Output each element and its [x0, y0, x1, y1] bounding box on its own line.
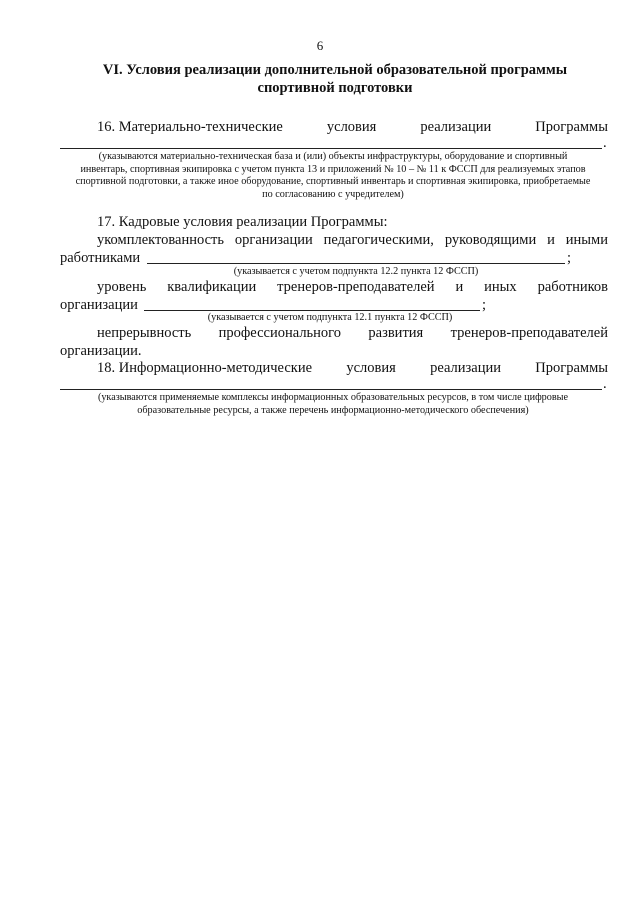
item16-word: условия — [326, 119, 377, 135]
item17-qualification-note: (указывается с учетом подпункта 12.1 пункта 12 ФССП) — [207, 312, 453, 323]
item17-qualification-word: и — [455, 279, 464, 295]
item16-word: 16. Материально-технические — [97, 119, 283, 135]
item17-qualification-word: тренеров-преподавателей — [277, 279, 435, 295]
item18-word: условия — [346, 360, 396, 376]
item18-note-line: (указываются применяемые комплексы информационных образовательных ресурсов, в том числе цифровые — [97, 392, 569, 403]
page-number: 6 — [316, 38, 324, 53]
item17-staffing-word: педагогическими, — [323, 232, 434, 248]
item17-continuous-word: тренеров-преподавателей — [450, 325, 608, 341]
item17-staffing-word: организации — [234, 232, 313, 248]
item16-line-end: . — [603, 135, 607, 151]
item17-qualification-cont: организации — [60, 297, 138, 313]
section-title-line-2: спортивной подготовки — [257, 80, 413, 96]
item16-word: Программы — [535, 119, 608, 135]
item17-qualification-fill-line — [144, 310, 480, 311]
item16-word: реализации — [420, 119, 492, 135]
item16-note-line: по согласованию с учредителем) — [262, 188, 404, 200]
item18-fill-line — [60, 389, 602, 390]
item17-staffing-word: иными — [565, 232, 608, 248]
item16-line — [97, 118, 608, 136]
item17-continuous-word: профессионального — [218, 325, 342, 341]
item16-note-line: (указываются материально-техническая база и (или) объекты инфраструктуры, оборудование и спортивный — [98, 151, 568, 162]
item17-staffing-line — [97, 231, 608, 249]
item17-staffing-fill-line — [147, 263, 565, 264]
item17-qualification-end: ; — [482, 297, 487, 313]
item17-staffing-word: укомплектованность — [97, 232, 224, 248]
item18-word: 18. Информационно-методические — [97, 360, 313, 376]
item17-staffing-word: руководящими — [444, 232, 537, 248]
item17-staffing-note: (указывается с учетом подпункта 12.2 пункта 12 ФССП) — [233, 266, 479, 277]
item17-qualification-line — [97, 278, 608, 296]
section-title-line-1: VI. Условия реализации дополнительной образовательной программы — [102, 62, 568, 78]
item18-word: реализации — [430, 360, 501, 376]
item18-line — [97, 359, 608, 377]
item17-qualification-word: работников — [537, 279, 608, 295]
item17-continuous-cont: организации. — [60, 343, 142, 359]
item18-line-end: . — [603, 376, 607, 392]
item16-fill-line — [60, 148, 602, 149]
item17-continuous-line — [97, 324, 608, 342]
item16-note — [40, 151, 626, 201]
item18-note — [40, 392, 626, 417]
item16-note-line: инвентарь, спортивная экипировка с учетом пункта 13 и приложений № 10 – № 11 к ФССП для реализуемых этапов — [80, 163, 586, 175]
item18-note-line: образовательные ресурсы, а также перечень информационно-методического обеспечения) — [137, 404, 529, 416]
item17-heading: 17. Кадровые условия реализации Программы: — [97, 214, 388, 230]
item17-continuous-word: развития — [368, 325, 424, 341]
item17-qualification-word: иных — [484, 279, 517, 295]
item17-qualification-word: уровень — [97, 279, 147, 295]
item17-staffing-word: и — [547, 232, 555, 248]
item17-staffing-end: ; — [567, 250, 572, 266]
item16-note-line: спортивной подготовки, а также иное оборудование, спортивный инвентарь и спортивная экипировка, приобретаемые — [75, 176, 591, 187]
item17-qualification-word: квалификации — [167, 279, 257, 295]
item18-word: Программы — [535, 360, 608, 376]
item17-continuous-word: непрерывность — [97, 325, 192, 341]
item17-staffing-cont: работниками — [60, 250, 141, 266]
section-title — [60, 61, 610, 97]
